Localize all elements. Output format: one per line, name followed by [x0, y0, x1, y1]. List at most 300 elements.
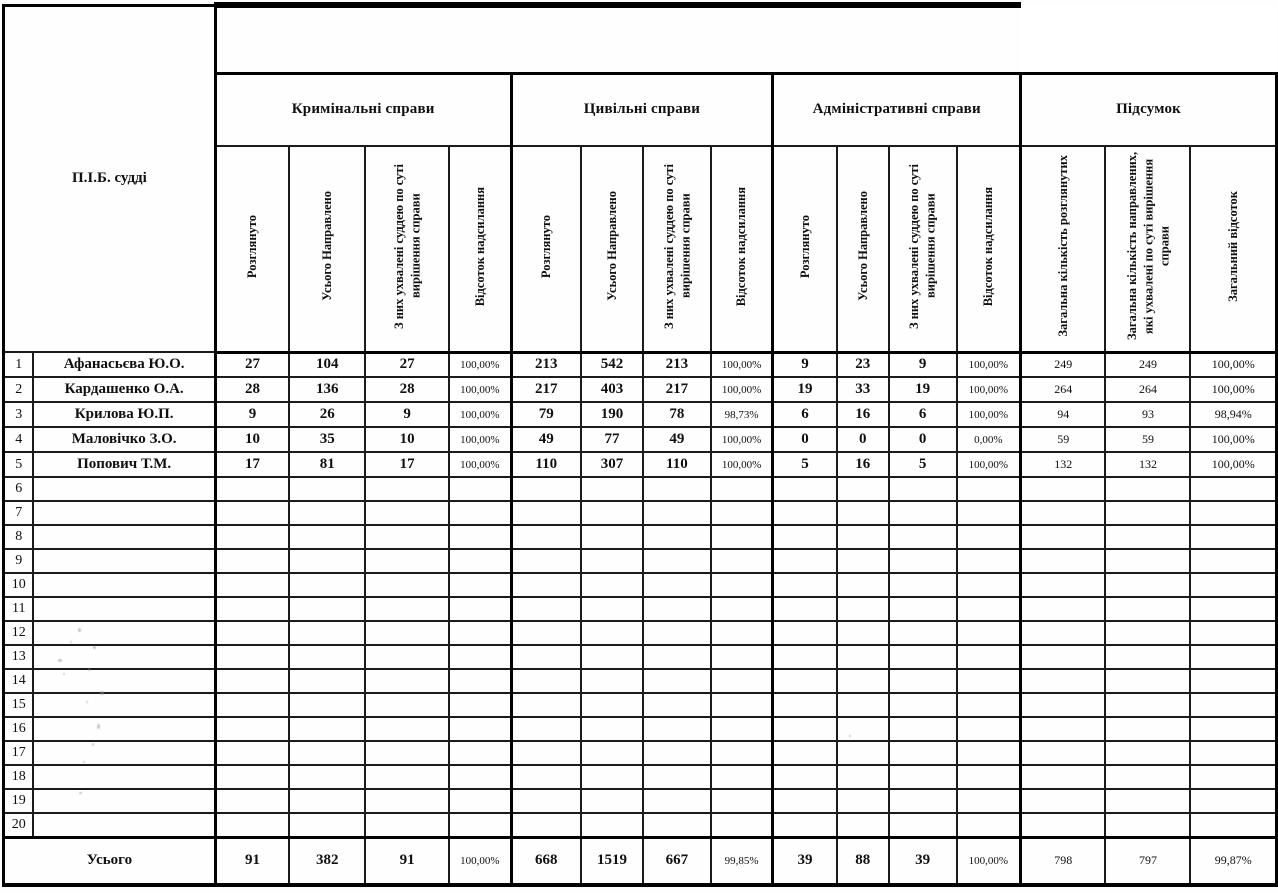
rotated-header-text: Усього Направлено	[604, 191, 619, 302]
value-cell	[711, 477, 773, 501]
value-cell	[581, 621, 643, 645]
row-number-cell: 12	[4, 621, 34, 645]
judge-name-cell: Афанасьєва Ю.О.	[33, 352, 215, 377]
rotated-header-text: Загальна кількість направлених, які ухвалені по суті вирішення справи	[1124, 152, 1172, 341]
total-value-cell: 39	[889, 837, 957, 885]
value-cell	[1190, 549, 1276, 573]
total-value-cell: 797	[1105, 837, 1190, 885]
value-cell: 59	[1105, 427, 1190, 452]
rotated-header-text: Відсоток надсилання	[734, 186, 749, 306]
value-cell	[365, 669, 449, 693]
value-cell	[773, 597, 837, 621]
value-cell	[889, 501, 957, 525]
value-cell: 213	[511, 352, 581, 377]
value-cell	[957, 477, 1021, 501]
value-cell	[581, 501, 643, 525]
value-cell	[957, 765, 1021, 789]
value-cell	[365, 573, 449, 597]
value-cell	[1105, 501, 1190, 525]
value-cell	[289, 573, 365, 597]
total-value-cell: 100,00%	[957, 837, 1021, 885]
value-cell	[511, 669, 581, 693]
value-cell	[773, 549, 837, 573]
rotated-header-text: Усього Направлено	[320, 191, 335, 302]
value-cell	[289, 549, 365, 573]
table-row	[4, 717, 1277, 741]
value-cell	[1190, 645, 1276, 669]
total-value-cell: 798	[1021, 837, 1106, 885]
value-cell: 78	[643, 402, 711, 427]
value-cell	[889, 477, 957, 501]
value-cell	[449, 549, 511, 573]
value-cell: 100,00%	[1190, 377, 1276, 402]
judge-name-cell: Маловічко З.О.	[33, 427, 215, 452]
rotated-column-header	[365, 146, 449, 352]
value-cell	[643, 693, 711, 717]
value-cell	[365, 717, 449, 741]
judge-name-cell	[33, 597, 215, 621]
rotated-header-text: Загальна кількість розглянутих	[1056, 155, 1071, 338]
value-cell	[889, 693, 957, 717]
value-cell	[837, 501, 889, 525]
rotated-column-header	[773, 146, 837, 352]
value-cell	[711, 645, 773, 669]
rotated-column-header	[1105, 146, 1190, 352]
value-cell	[215, 693, 289, 717]
total-value-cell: 99,87%	[1190, 837, 1276, 885]
value-cell	[1105, 525, 1190, 549]
value-cell	[511, 477, 581, 501]
table-row	[4, 645, 1277, 669]
value-cell	[957, 621, 1021, 645]
value-cell: 5	[773, 452, 837, 477]
value-cell: 100,00%	[1190, 427, 1276, 452]
scan-smudge	[97, 724, 100, 729]
value-cell: 100,00%	[1190, 452, 1276, 477]
judge-name-cell	[33, 549, 215, 573]
value-cell	[773, 669, 837, 693]
total-value-cell: 88	[837, 837, 889, 885]
value-cell	[449, 621, 511, 645]
rotated-header-text: Розглянуто	[539, 214, 554, 278]
value-cell	[837, 741, 889, 765]
value-cell	[889, 597, 957, 621]
value-cell	[957, 549, 1021, 573]
value-cell: 100,00%	[1190, 352, 1276, 377]
value-cell	[365, 597, 449, 621]
value-cell	[643, 621, 711, 645]
value-cell: 104	[289, 352, 365, 377]
value-cell	[1021, 525, 1106, 549]
value-cell	[289, 525, 365, 549]
value-cell	[643, 573, 711, 597]
value-cell: 110	[643, 452, 711, 477]
value-cell	[1105, 669, 1190, 693]
rotated-column-header	[889, 146, 957, 352]
value-cell	[215, 813, 289, 837]
value-cell	[837, 669, 889, 693]
group-header-cell-3: Підсумок	[1021, 73, 1277, 146]
value-cell: 93	[1105, 402, 1190, 427]
table-row	[4, 621, 1277, 645]
value-cell	[1190, 765, 1276, 789]
judge-report-table	[2, 2, 1278, 887]
value-cell	[289, 597, 365, 621]
table-row	[4, 669, 1277, 693]
scan-smudge	[88, 668, 90, 671]
total-value-cell: 1519	[581, 837, 643, 885]
rotated-header-text: З них ухвалені суддею по суті вирішення справи	[907, 163, 938, 329]
value-cell	[643, 597, 711, 621]
value-cell	[837, 621, 889, 645]
empty-top-strip-cell	[215, 5, 1020, 73]
judge-name-cell: Крилова Ю.П.	[33, 402, 215, 427]
value-cell	[581, 645, 643, 669]
value-cell: 136	[289, 377, 365, 402]
value-cell	[289, 741, 365, 765]
value-cell	[1190, 789, 1276, 813]
value-cell	[1021, 741, 1106, 765]
value-cell	[773, 741, 837, 765]
value-cell	[643, 765, 711, 789]
value-cell: 6	[889, 402, 957, 427]
value-cell	[957, 573, 1021, 597]
value-cell	[1190, 813, 1276, 837]
judge-name-cell	[33, 645, 215, 669]
value-cell	[643, 501, 711, 525]
value-cell: 100,00%	[711, 352, 773, 377]
value-cell	[889, 645, 957, 669]
value-cell	[365, 765, 449, 789]
table-row	[4, 573, 1277, 597]
value-cell: 100,00%	[449, 377, 511, 402]
value-cell	[1021, 597, 1106, 621]
value-cell	[449, 693, 511, 717]
value-cell	[449, 597, 511, 621]
table-row	[4, 427, 1277, 452]
value-cell	[957, 525, 1021, 549]
value-cell: 6	[773, 402, 837, 427]
value-cell	[837, 645, 889, 669]
value-cell: 98,73%	[711, 402, 773, 427]
value-cell	[449, 765, 511, 789]
value-cell: 217	[511, 377, 581, 402]
value-cell	[957, 669, 1021, 693]
rotated-header-text: З них ухвалені суддею по суті вирішення справи	[391, 163, 423, 329]
table-row	[4, 765, 1277, 789]
rotated-column-header	[449, 146, 511, 352]
row-number-cell: 7	[4, 501, 34, 525]
judge-name-cell: Попович Т.М.	[33, 452, 215, 477]
value-cell	[511, 741, 581, 765]
value-cell	[773, 717, 837, 741]
table-row	[4, 525, 1277, 549]
value-cell	[889, 549, 957, 573]
scan-smudge	[849, 735, 851, 737]
value-cell	[711, 717, 773, 741]
total-value-cell: 100,00%	[449, 837, 511, 885]
group-header-cell-0: Кримінальні справи	[215, 73, 511, 146]
value-cell	[711, 765, 773, 789]
value-cell: 10	[365, 427, 449, 452]
value-cell: 81	[289, 452, 365, 477]
value-cell: 213	[643, 352, 711, 377]
value-cell	[643, 717, 711, 741]
rotated-header-text: Загальний відсоток	[1226, 190, 1241, 302]
value-cell: 28	[215, 377, 289, 402]
value-cell	[365, 645, 449, 669]
value-cell	[215, 717, 289, 741]
value-cell	[215, 669, 289, 693]
value-cell	[711, 789, 773, 813]
rotated-header-text: З них ухвалені суддею по суті вирішення справи	[661, 163, 692, 329]
value-cell: 9	[889, 352, 957, 377]
row-number-cell: 11	[4, 597, 34, 621]
row-number-cell: 8	[4, 525, 34, 549]
row-number-cell: 18	[4, 765, 34, 789]
value-cell	[1105, 645, 1190, 669]
row-number-cell: 3	[4, 402, 34, 427]
value-cell	[1021, 789, 1106, 813]
value-cell	[1105, 813, 1190, 837]
value-cell	[1105, 741, 1190, 765]
value-cell	[837, 549, 889, 573]
value-cell	[215, 477, 289, 501]
scan-smudge	[78, 628, 81, 632]
value-cell	[957, 813, 1021, 837]
value-cell: 132	[1105, 452, 1190, 477]
value-cell: 264	[1105, 377, 1190, 402]
table-row	[4, 377, 1277, 402]
table-row	[4, 501, 1277, 525]
judge-name-cell	[33, 717, 215, 741]
value-cell	[773, 813, 837, 837]
value-cell	[1190, 597, 1276, 621]
value-cell	[449, 669, 511, 693]
table-row	[4, 477, 1277, 501]
value-cell	[365, 621, 449, 645]
row-number-cell: 15	[4, 693, 34, 717]
value-cell	[711, 741, 773, 765]
judge-name-cell	[33, 741, 215, 765]
value-cell: 19	[773, 377, 837, 402]
value-cell	[289, 477, 365, 501]
row-number-cell: 20	[4, 813, 34, 837]
value-cell	[1021, 645, 1106, 669]
value-cell	[1105, 573, 1190, 597]
rotated-column-header	[215, 146, 289, 352]
value-cell	[581, 765, 643, 789]
value-cell	[889, 741, 957, 765]
rotated-column-header	[581, 146, 643, 352]
open-top-area	[1021, 5, 1277, 73]
value-cell	[711, 597, 773, 621]
value-cell	[773, 573, 837, 597]
value-cell	[365, 813, 449, 837]
value-cell: 27	[365, 352, 449, 377]
rotated-header-text: Розглянуто	[245, 214, 260, 278]
value-cell	[365, 525, 449, 549]
value-cell: 100,00%	[957, 352, 1021, 377]
value-cell	[449, 717, 511, 741]
table-row	[4, 693, 1277, 717]
scan-smudge	[100, 691, 104, 695]
row-number-cell: 6	[4, 477, 34, 501]
total-label-cell: Усього	[4, 837, 216, 885]
value-cell	[837, 597, 889, 621]
scan-smudge	[92, 743, 94, 746]
value-cell	[365, 693, 449, 717]
total-value-cell: 667	[643, 837, 711, 885]
value-cell	[837, 525, 889, 549]
table-row	[4, 549, 1277, 573]
group-header-cell-2: Адміністративні справи	[773, 73, 1021, 146]
value-cell	[1190, 741, 1276, 765]
scan-smudge	[70, 641, 72, 643]
value-cell	[837, 717, 889, 741]
table-row	[4, 789, 1277, 813]
value-cell	[511, 813, 581, 837]
value-cell	[511, 717, 581, 741]
rotated-column-header	[511, 146, 581, 352]
rotated-column-header	[289, 146, 365, 352]
value-cell	[711, 501, 773, 525]
value-cell	[449, 645, 511, 669]
value-cell	[643, 645, 711, 669]
row-number-cell: 2	[4, 377, 34, 402]
value-cell: 0	[773, 427, 837, 452]
table-row	[4, 452, 1277, 477]
value-cell	[1190, 621, 1276, 645]
value-cell	[889, 621, 957, 645]
value-cell	[1105, 693, 1190, 717]
value-cell	[215, 501, 289, 525]
value-cell	[215, 549, 289, 573]
value-cell: 100,00%	[449, 427, 511, 452]
value-cell	[889, 669, 957, 693]
value-cell	[215, 741, 289, 765]
value-cell	[215, 765, 289, 789]
value-cell	[1021, 501, 1106, 525]
rotated-column-header	[1021, 146, 1106, 352]
value-cell: 0	[837, 427, 889, 452]
value-cell	[1105, 597, 1190, 621]
value-cell	[711, 693, 773, 717]
value-cell	[449, 741, 511, 765]
value-cell	[511, 501, 581, 525]
total-value-cell: 99,85%	[711, 837, 773, 885]
table-row	[4, 741, 1277, 765]
value-cell: 27	[215, 352, 289, 377]
rotated-column-header	[1190, 146, 1276, 352]
value-cell	[581, 549, 643, 573]
scan-smudge	[63, 673, 65, 675]
value-cell	[511, 765, 581, 789]
value-cell: 16	[837, 402, 889, 427]
value-cell: 100,00%	[957, 377, 1021, 402]
value-cell	[449, 525, 511, 549]
value-cell	[773, 789, 837, 813]
value-cell	[773, 645, 837, 669]
row-number-cell: 17	[4, 741, 34, 765]
value-cell	[1021, 693, 1106, 717]
value-cell	[581, 525, 643, 549]
value-cell: 33	[837, 377, 889, 402]
value-cell: 190	[581, 402, 643, 427]
value-cell	[581, 573, 643, 597]
value-cell	[289, 717, 365, 741]
value-cell: 249	[1021, 352, 1106, 377]
value-cell	[643, 549, 711, 573]
value-cell: 19	[889, 377, 957, 402]
judge-name-cell	[33, 573, 215, 597]
total-value-cell: 39	[773, 837, 837, 885]
value-cell	[365, 477, 449, 501]
value-cell	[289, 765, 365, 789]
value-cell: 17	[215, 452, 289, 477]
value-cell	[581, 669, 643, 693]
value-cell	[643, 477, 711, 501]
rotated-header-text: Відсоток надсилання	[981, 186, 996, 306]
scan-smudge	[83, 761, 85, 763]
row-number-cell: 1	[4, 352, 34, 377]
value-cell: 249	[1105, 352, 1190, 377]
value-cell	[1021, 669, 1106, 693]
value-cell: 16	[837, 452, 889, 477]
value-cell: 79	[511, 402, 581, 427]
value-cell	[957, 501, 1021, 525]
value-cell	[289, 645, 365, 669]
judge-name-cell: Кардашенко О.А.	[33, 377, 215, 402]
value-cell	[1190, 717, 1276, 741]
value-cell	[957, 789, 1021, 813]
corner-header-cell: П.І.Б. судді	[4, 5, 216, 352]
value-cell	[1190, 477, 1276, 501]
value-cell	[957, 741, 1021, 765]
rotated-column-header	[957, 146, 1021, 352]
value-cell	[215, 573, 289, 597]
value-cell	[215, 789, 289, 813]
value-cell	[511, 549, 581, 573]
value-cell: 100,00%	[711, 427, 773, 452]
value-cell	[773, 621, 837, 645]
group-header-cell-1: Цивільні справи	[511, 73, 773, 146]
value-cell: 5	[889, 452, 957, 477]
value-cell	[511, 525, 581, 549]
judge-name-cell	[33, 813, 215, 837]
value-cell	[1021, 573, 1106, 597]
value-cell	[643, 813, 711, 837]
value-cell	[215, 621, 289, 645]
value-cell	[1190, 573, 1276, 597]
value-cell	[957, 645, 1021, 669]
value-cell	[1190, 693, 1276, 717]
value-cell: 10	[215, 427, 289, 452]
judge-name-cell	[33, 765, 215, 789]
rotated-column-header	[711, 146, 773, 352]
value-cell	[711, 525, 773, 549]
value-cell	[365, 741, 449, 765]
value-cell	[511, 645, 581, 669]
row-number-cell: 16	[4, 717, 34, 741]
value-cell: 110	[511, 452, 581, 477]
value-cell: 49	[643, 427, 711, 452]
table-row	[4, 597, 1277, 621]
value-cell	[643, 669, 711, 693]
value-cell	[1021, 717, 1106, 741]
value-cell: 100,00%	[449, 352, 511, 377]
value-cell	[1190, 669, 1276, 693]
